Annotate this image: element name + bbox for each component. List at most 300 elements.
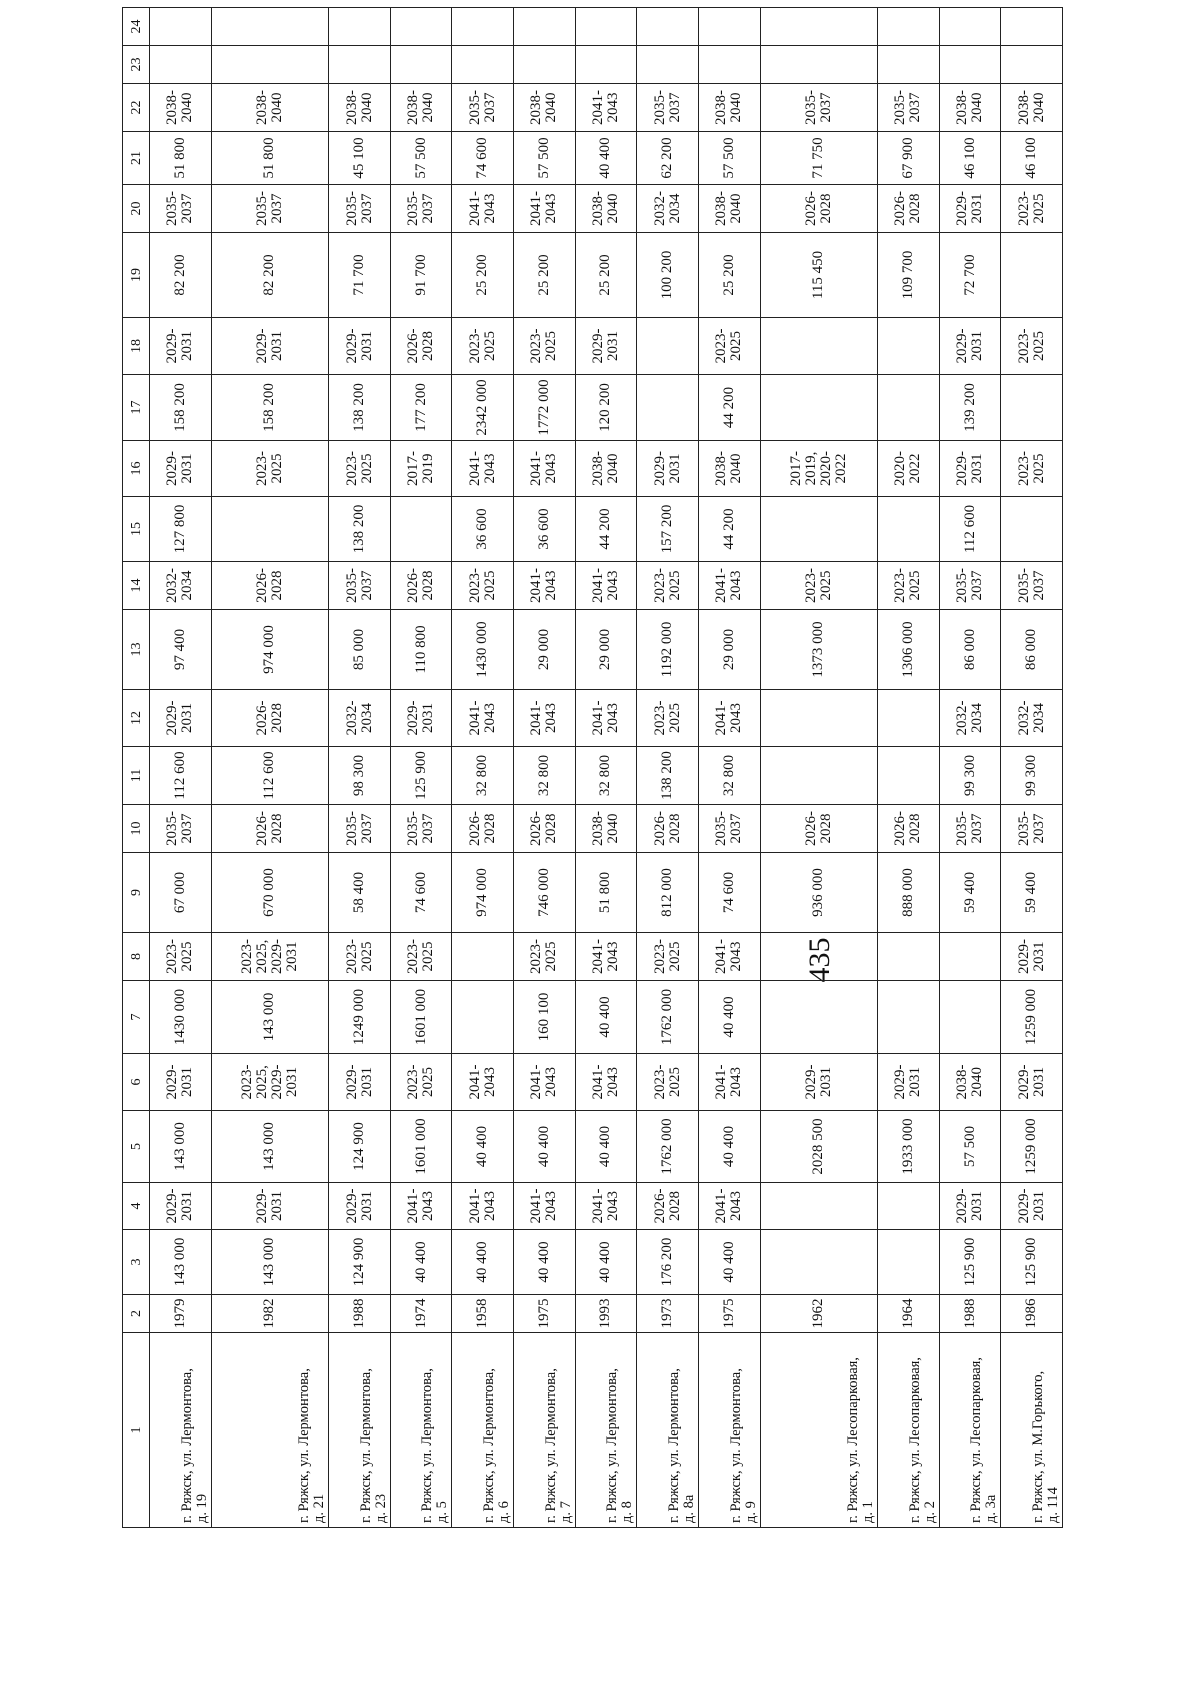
table-cell: 2038- 2040 — [575, 805, 637, 853]
table-row — [211, 8, 329, 1528]
table-cell: 51 800 — [150, 132, 212, 185]
table-cell: 2041- 2043 — [575, 1054, 637, 1111]
table-cell: 2023- 2025 — [514, 933, 576, 981]
table-cell: 2026- 2028 — [760, 185, 878, 233]
table-cell — [698, 8, 760, 46]
table-cell: 2023- 2025 — [1001, 441, 1063, 497]
table-cell: 936 000 — [760, 853, 878, 933]
column-header: 11 — [123, 747, 150, 805]
table-cell: 120 200 — [575, 375, 637, 441]
table-cell: 2041- 2043 — [514, 562, 576, 610]
column-header: 1 — [123, 1333, 150, 1528]
table-cell — [452, 8, 514, 46]
table-cell: 2023- 2025 — [698, 318, 760, 375]
column-header: 2 — [123, 1295, 150, 1333]
table-cell: 2029- 2031 — [575, 318, 637, 375]
table-cell: 112 600 — [211, 747, 329, 805]
table-cell: 29 000 — [698, 610, 760, 690]
table-cell: 2035- 2037 — [329, 805, 391, 853]
table-cell: 2023- 2025 — [390, 933, 452, 981]
data-table-container — [122, 19, 1063, 1528]
table-cell — [637, 375, 699, 441]
table-cell: 1259 000 — [1001, 1111, 1063, 1183]
table-cell: 2038- 2040 — [698, 185, 760, 233]
table-cell — [878, 981, 940, 1054]
table-cell: 158 200 — [211, 375, 329, 441]
table-cell: 177 200 — [390, 375, 452, 441]
column-header: 4 — [123, 1183, 150, 1230]
table-row — [1001, 8, 1063, 1528]
table-cell: 74 600 — [698, 853, 760, 933]
address-cell: г. Ряжск, ул. Лермонтова, д. 8а — [637, 1333, 699, 1528]
table-cell — [939, 8, 1001, 46]
table-cell: 1306 000 — [878, 610, 940, 690]
address-cell: г. Ряжск, ул. Лесопарковая, д. 1 — [760, 1333, 878, 1528]
table-cell: 29 000 — [575, 610, 637, 690]
table-cell: 2038- 2040 — [150, 84, 212, 132]
table-cell: 2023- 2025 — [637, 690, 699, 747]
column-header: 21 — [123, 132, 150, 185]
table-cell: 2035- 2037 — [1001, 562, 1063, 610]
table-cell: 2023- 2025, 2029- 2031 — [211, 1054, 329, 1111]
table-cell: 2026- 2028 — [637, 805, 699, 853]
table-cell — [452, 981, 514, 1054]
table-cell: 1986 — [1001, 1295, 1063, 1333]
column-header: 9 — [123, 853, 150, 933]
table-cell: 2035- 2037 — [390, 805, 452, 853]
table-cell: 67 900 — [878, 132, 940, 185]
table-cell: 32 800 — [452, 747, 514, 805]
column-header: 12 — [123, 690, 150, 747]
table-cell: 2041- 2043 — [698, 690, 760, 747]
table-cell — [760, 375, 878, 441]
table-cell: 158 200 — [150, 375, 212, 441]
address-cell: г. Ряжск, ул. Лермонтова, д. 8 — [575, 1333, 637, 1528]
table-cell — [760, 46, 878, 84]
table-cell: 2035- 2037 — [939, 805, 1001, 853]
table-cell — [878, 1230, 940, 1295]
table-cell: 2026- 2028 — [514, 805, 576, 853]
address-cell: г. Ряжск, ул. Лермонтова, д. 5 — [390, 1333, 452, 1528]
table-cell: 25 200 — [698, 233, 760, 318]
table-cell: 2038- 2040 — [1001, 84, 1063, 132]
table-cell: 74 600 — [452, 132, 514, 185]
table-cell — [698, 46, 760, 84]
table-cell: 57 500 — [390, 132, 452, 185]
table-cell — [878, 318, 940, 375]
table-cell: 2026- 2028 — [878, 185, 940, 233]
table-cell: 2026- 2028 — [211, 690, 329, 747]
table-cell: 2017- 2019, 2020- 2022 — [760, 441, 878, 497]
table-cell — [452, 46, 514, 84]
table-cell: 57 500 — [939, 1111, 1001, 1183]
column-header: 23 — [123, 46, 150, 84]
table-cell: 2023- 2025 — [760, 562, 878, 610]
address-cell: г. Ряжск, ул. Лермонтова, д. 19 — [150, 1333, 212, 1528]
table-cell — [760, 1183, 878, 1230]
table-cell: 1975 — [514, 1295, 576, 1333]
table-cell: 2038- 2040 — [698, 441, 760, 497]
table-cell: 1962 — [760, 1295, 878, 1333]
table-cell: 51 800 — [575, 853, 637, 933]
data-table — [122, 7, 1063, 1528]
table-row — [698, 8, 760, 1528]
table-cell: 32 800 — [698, 747, 760, 805]
table-row — [452, 8, 514, 1528]
table-row — [390, 8, 452, 1528]
table-cell: 112 600 — [150, 747, 212, 805]
column-header: 18 — [123, 318, 150, 375]
table-cell: 40 400 — [575, 1230, 637, 1295]
table-cell: 32 800 — [514, 747, 576, 805]
table-cell — [150, 46, 212, 84]
table-cell: 2041- 2043 — [514, 1054, 576, 1111]
table-cell: 2038- 2040 — [329, 84, 391, 132]
table-cell: 2035- 2037 — [329, 562, 391, 610]
table-cell — [637, 318, 699, 375]
table-cell: 2035- 2037 — [760, 84, 878, 132]
table-cell: 57 500 — [514, 132, 576, 185]
table-cell: 99 300 — [939, 747, 1001, 805]
table-cell: 2041- 2043 — [514, 690, 576, 747]
table-cell: 2032- 2034 — [329, 690, 391, 747]
address-cell: г. Ряжск, ул. Лесопарковая, д. 2 — [878, 1333, 940, 1528]
table-cell — [878, 690, 940, 747]
table-cell — [637, 8, 699, 46]
table-cell: 2035- 2037 — [452, 84, 514, 132]
table-cell: 2029- 2031 — [1001, 1054, 1063, 1111]
column-header: 16 — [123, 441, 150, 497]
table-cell: 2026- 2028 — [878, 805, 940, 853]
table-cell: 1975 — [698, 1295, 760, 1333]
table-cell: 2035- 2037 — [150, 805, 212, 853]
table-row — [939, 8, 1001, 1528]
table-cell: 2041- 2043 — [575, 84, 637, 132]
table-cell — [514, 8, 576, 46]
table-cell: 91 700 — [390, 233, 452, 318]
table-cell: 2026- 2028 — [452, 805, 514, 853]
table-cell — [878, 375, 940, 441]
table-cell: 1988 — [329, 1295, 391, 1333]
table-cell: 2038- 2040 — [211, 84, 329, 132]
table-cell: 2029- 2031 — [150, 441, 212, 497]
table-cell: 46 100 — [939, 132, 1001, 185]
address-cell: г. Ряжск, ул. М.Горького, д. 114 — [1001, 1333, 1063, 1528]
table-cell: 1974 — [390, 1295, 452, 1333]
table-cell: 2029- 2031 — [939, 1183, 1001, 1230]
table-cell: 51 800 — [211, 132, 329, 185]
table-cell: 82 200 — [150, 233, 212, 318]
table-cell: 1192 000 — [637, 610, 699, 690]
table-cell: 86 000 — [939, 610, 1001, 690]
table-cell — [329, 46, 391, 84]
table-row — [637, 8, 699, 1528]
table-cell: 2035- 2037 — [698, 805, 760, 853]
table-cell — [878, 933, 940, 981]
table-cell: 1259 000 — [1001, 981, 1063, 1054]
table-cell: 98 300 — [329, 747, 391, 805]
table-cell: 44 200 — [698, 375, 760, 441]
table-cell: 72 700 — [939, 233, 1001, 318]
table-cell: 125 900 — [390, 747, 452, 805]
table-cell: 2020- 2022 — [878, 441, 940, 497]
table-cell: 138 200 — [637, 747, 699, 805]
table-cell: 2023- 2025 — [637, 933, 699, 981]
table-cell: 974 000 — [211, 610, 329, 690]
table-cell: 2029- 2031 — [329, 1054, 391, 1111]
table-cell: 1979 — [150, 1295, 212, 1333]
table-cell: 2041- 2043 — [452, 1183, 514, 1230]
table-cell: 157 200 — [637, 497, 699, 562]
table-cell: 2023- 2025 — [637, 1054, 699, 1111]
table-cell — [878, 46, 940, 84]
table-cell: 1982 — [211, 1295, 329, 1333]
table-cell: 2023- 2025 — [329, 441, 391, 497]
table-cell — [390, 46, 452, 84]
table-cell: 40 400 — [390, 1230, 452, 1295]
table-cell: 2023- 2025 — [390, 1054, 452, 1111]
table-cell: 45 100 — [329, 132, 391, 185]
table-cell: 2023- 2025 — [637, 562, 699, 610]
table-cell: 86 000 — [1001, 610, 1063, 690]
table-cell — [760, 690, 878, 747]
table-cell — [575, 8, 637, 46]
table-cell: 40 400 — [514, 1230, 576, 1295]
table-cell — [1001, 8, 1063, 46]
table-cell: 2023- 2025, 2029- 2031 — [211, 933, 329, 981]
table-cell: 100 200 — [637, 233, 699, 318]
table-cell — [760, 1230, 878, 1295]
table-cell: 2023- 2025 — [878, 562, 940, 610]
table-cell — [760, 933, 878, 981]
address-cell: г. Ряжск, ул. Лермонтова, д. 23 — [329, 1333, 391, 1528]
table-cell: 2035- 2037 — [878, 84, 940, 132]
address-cell: г. Ряжск, ул. Лермонтова, д. 6 — [452, 1333, 514, 1528]
table-cell: 812 000 — [637, 853, 699, 933]
column-header: 5 — [123, 1111, 150, 1183]
table-row — [150, 8, 212, 1528]
table-cell: 2023- 2025 — [1001, 185, 1063, 233]
table-cell: 2029- 2031 — [211, 1183, 329, 1230]
table-cell: 2342 000 — [452, 375, 514, 441]
table-cell — [390, 8, 452, 46]
address-cell: г. Ряжск, ул. Лермонтова, д. 21 — [211, 1333, 329, 1528]
table-cell: 2032- 2034 — [1001, 690, 1063, 747]
table-cell: 1601 000 — [390, 981, 452, 1054]
table-cell — [760, 981, 878, 1054]
table-cell: 1772 000 — [514, 375, 576, 441]
table-cell — [1001, 497, 1063, 562]
table-cell: 36 600 — [514, 497, 576, 562]
table-cell: 2035- 2037 — [637, 84, 699, 132]
table-cell — [329, 8, 391, 46]
table-cell — [1001, 233, 1063, 318]
table-cell: 2041- 2043 — [575, 690, 637, 747]
table-cell: 40 400 — [575, 132, 637, 185]
table-cell: 36 600 — [452, 497, 514, 562]
table-cell: 176 200 — [637, 1230, 699, 1295]
table-cell — [1001, 375, 1063, 441]
table-cell — [1001, 46, 1063, 84]
table-cell: 2029- 2031 — [150, 318, 212, 375]
table-cell: 2041- 2043 — [452, 441, 514, 497]
table-cell: 2023- 2025 — [329, 933, 391, 981]
table-cell: 974 000 — [452, 853, 514, 933]
column-header: 10 — [123, 805, 150, 853]
table-cell: 2038- 2040 — [514, 84, 576, 132]
table-cell: 143 000 — [150, 1111, 212, 1183]
table-cell: 2023- 2025 — [1001, 318, 1063, 375]
table-cell — [939, 981, 1001, 1054]
table-cell: 62 200 — [637, 132, 699, 185]
table-cell: 110 800 — [390, 610, 452, 690]
table-cell: 1762 000 — [637, 981, 699, 1054]
table-cell — [760, 747, 878, 805]
table-cell: 143 000 — [150, 1230, 212, 1295]
table-cell: 2038- 2040 — [698, 84, 760, 132]
table-cell: 85 000 — [329, 610, 391, 690]
table-cell: 2029- 2031 — [939, 185, 1001, 233]
table-cell: 59 400 — [939, 853, 1001, 933]
table-cell: 1430 000 — [150, 981, 212, 1054]
column-header: 6 — [123, 1054, 150, 1111]
table-cell: 1762 000 — [637, 1111, 699, 1183]
table-cell: 2041- 2043 — [698, 933, 760, 981]
table-cell: 2032- 2034 — [637, 185, 699, 233]
table-cell — [150, 8, 212, 46]
table-cell: 97 400 — [150, 610, 212, 690]
table-row — [575, 8, 637, 1528]
table-cell: 109 700 — [878, 233, 940, 318]
table-cell: 2029- 2031 — [1001, 1183, 1063, 1230]
table-cell: 2041- 2043 — [575, 933, 637, 981]
header-row — [123, 8, 150, 1528]
table-cell: 888 000 — [878, 853, 940, 933]
table-cell: 40 400 — [514, 1111, 576, 1183]
table-cell: 127 800 — [150, 497, 212, 562]
table-cell — [878, 497, 940, 562]
table-cell: 71 750 — [760, 132, 878, 185]
table-cell: 2023- 2025 — [150, 933, 212, 981]
table-cell: 2029- 2031 — [150, 690, 212, 747]
table-cell: 1958 — [452, 1295, 514, 1333]
table-cell: 2035- 2037 — [1001, 805, 1063, 853]
table-cell: 1933 000 — [878, 1111, 940, 1183]
table-row — [760, 8, 878, 1528]
table-cell: 1988 — [939, 1295, 1001, 1333]
table-cell: 1601 000 — [390, 1111, 452, 1183]
table-cell: 2041- 2043 — [698, 1183, 760, 1230]
table-cell: 25 200 — [452, 233, 514, 318]
table-cell — [211, 8, 329, 46]
table-cell: 2026- 2028 — [211, 805, 329, 853]
table-cell: 2041- 2043 — [575, 562, 637, 610]
table-cell: 2035- 2037 — [939, 562, 1001, 610]
page-number: 435 — [803, 937, 836, 983]
table-cell: 2038- 2040 — [575, 441, 637, 497]
table-cell: 2038- 2040 — [390, 84, 452, 132]
table-cell — [760, 8, 878, 46]
table-cell: 40 400 — [575, 981, 637, 1054]
column-header: 7 — [123, 981, 150, 1054]
address-cell: г. Ряжск, ул. Лермонтова, д. 7 — [514, 1333, 576, 1528]
column-header: 3 — [123, 1230, 150, 1295]
table-cell: 2029- 2031 — [211, 318, 329, 375]
table-cell: 2026- 2028 — [637, 1183, 699, 1230]
table-cell: 1973 — [637, 1295, 699, 1333]
table-cell: 2029- 2031 — [329, 1183, 391, 1230]
table-cell: 2035- 2037 — [329, 185, 391, 233]
table-cell: 1373 000 — [760, 610, 878, 690]
table-row — [514, 8, 576, 1528]
column-header: 22 — [123, 84, 150, 132]
table-cell — [760, 318, 878, 375]
column-header: 13 — [123, 610, 150, 690]
table-cell: 112 600 — [939, 497, 1001, 562]
table-cell: 2041- 2043 — [452, 185, 514, 233]
table-cell: 2029- 2031 — [390, 690, 452, 747]
table-cell: 138 200 — [329, 375, 391, 441]
table-cell: 1964 — [878, 1295, 940, 1333]
table-row — [878, 8, 940, 1528]
table-cell: 40 400 — [698, 1230, 760, 1295]
table-cell: 2023- 2025 — [452, 562, 514, 610]
table-cell: 57 500 — [698, 132, 760, 185]
table-cell: 1993 — [575, 1295, 637, 1333]
table-cell — [452, 933, 514, 981]
table-cell: 115 450 — [760, 233, 878, 318]
table-cell — [878, 747, 940, 805]
table-cell: 2035- 2037 — [390, 185, 452, 233]
table-cell: 2041- 2043 — [390, 1183, 452, 1230]
table-cell: 746 000 — [514, 853, 576, 933]
table-cell: 2035- 2037 — [211, 185, 329, 233]
table-cell: 2038- 2040 — [575, 185, 637, 233]
column-header: 14 — [123, 562, 150, 610]
table-cell: 2041- 2043 — [514, 1183, 576, 1230]
table-cell: 2023- 2025 — [514, 318, 576, 375]
table-cell: 25 200 — [514, 233, 576, 318]
table-cell: 2017- 2019 — [390, 441, 452, 497]
table-cell: 670 000 — [211, 853, 329, 933]
table-cell: 125 900 — [1001, 1230, 1063, 1295]
table-cell: 2041- 2043 — [452, 690, 514, 747]
table-cell: 40 400 — [452, 1230, 514, 1295]
table-row — [329, 8, 391, 1528]
table-cell: 124 900 — [329, 1230, 391, 1295]
column-header: 17 — [123, 375, 150, 441]
table-cell — [211, 497, 329, 562]
table-cell — [514, 46, 576, 84]
column-header: 24 — [123, 8, 150, 46]
column-header: 8 — [123, 933, 150, 981]
table-cell: 2029- 2031 — [1001, 933, 1063, 981]
table-cell: 2041- 2043 — [575, 1183, 637, 1230]
table-cell: 2028 500 — [760, 1111, 878, 1183]
table-cell: 2026- 2028 — [390, 562, 452, 610]
table-cell: 40 400 — [575, 1111, 637, 1183]
table-cell: 67 000 — [150, 853, 212, 933]
table-cell: 2029- 2031 — [878, 1054, 940, 1111]
table-cell: 46 100 — [1001, 132, 1063, 185]
table-cell — [939, 46, 1001, 84]
table-cell — [878, 8, 940, 46]
table-cell: 32 800 — [575, 747, 637, 805]
table-cell: 124 900 — [329, 1111, 391, 1183]
column-header: 15 — [123, 497, 150, 562]
table-cell: 44 200 — [698, 497, 760, 562]
table-cell: 40 400 — [698, 1111, 760, 1183]
